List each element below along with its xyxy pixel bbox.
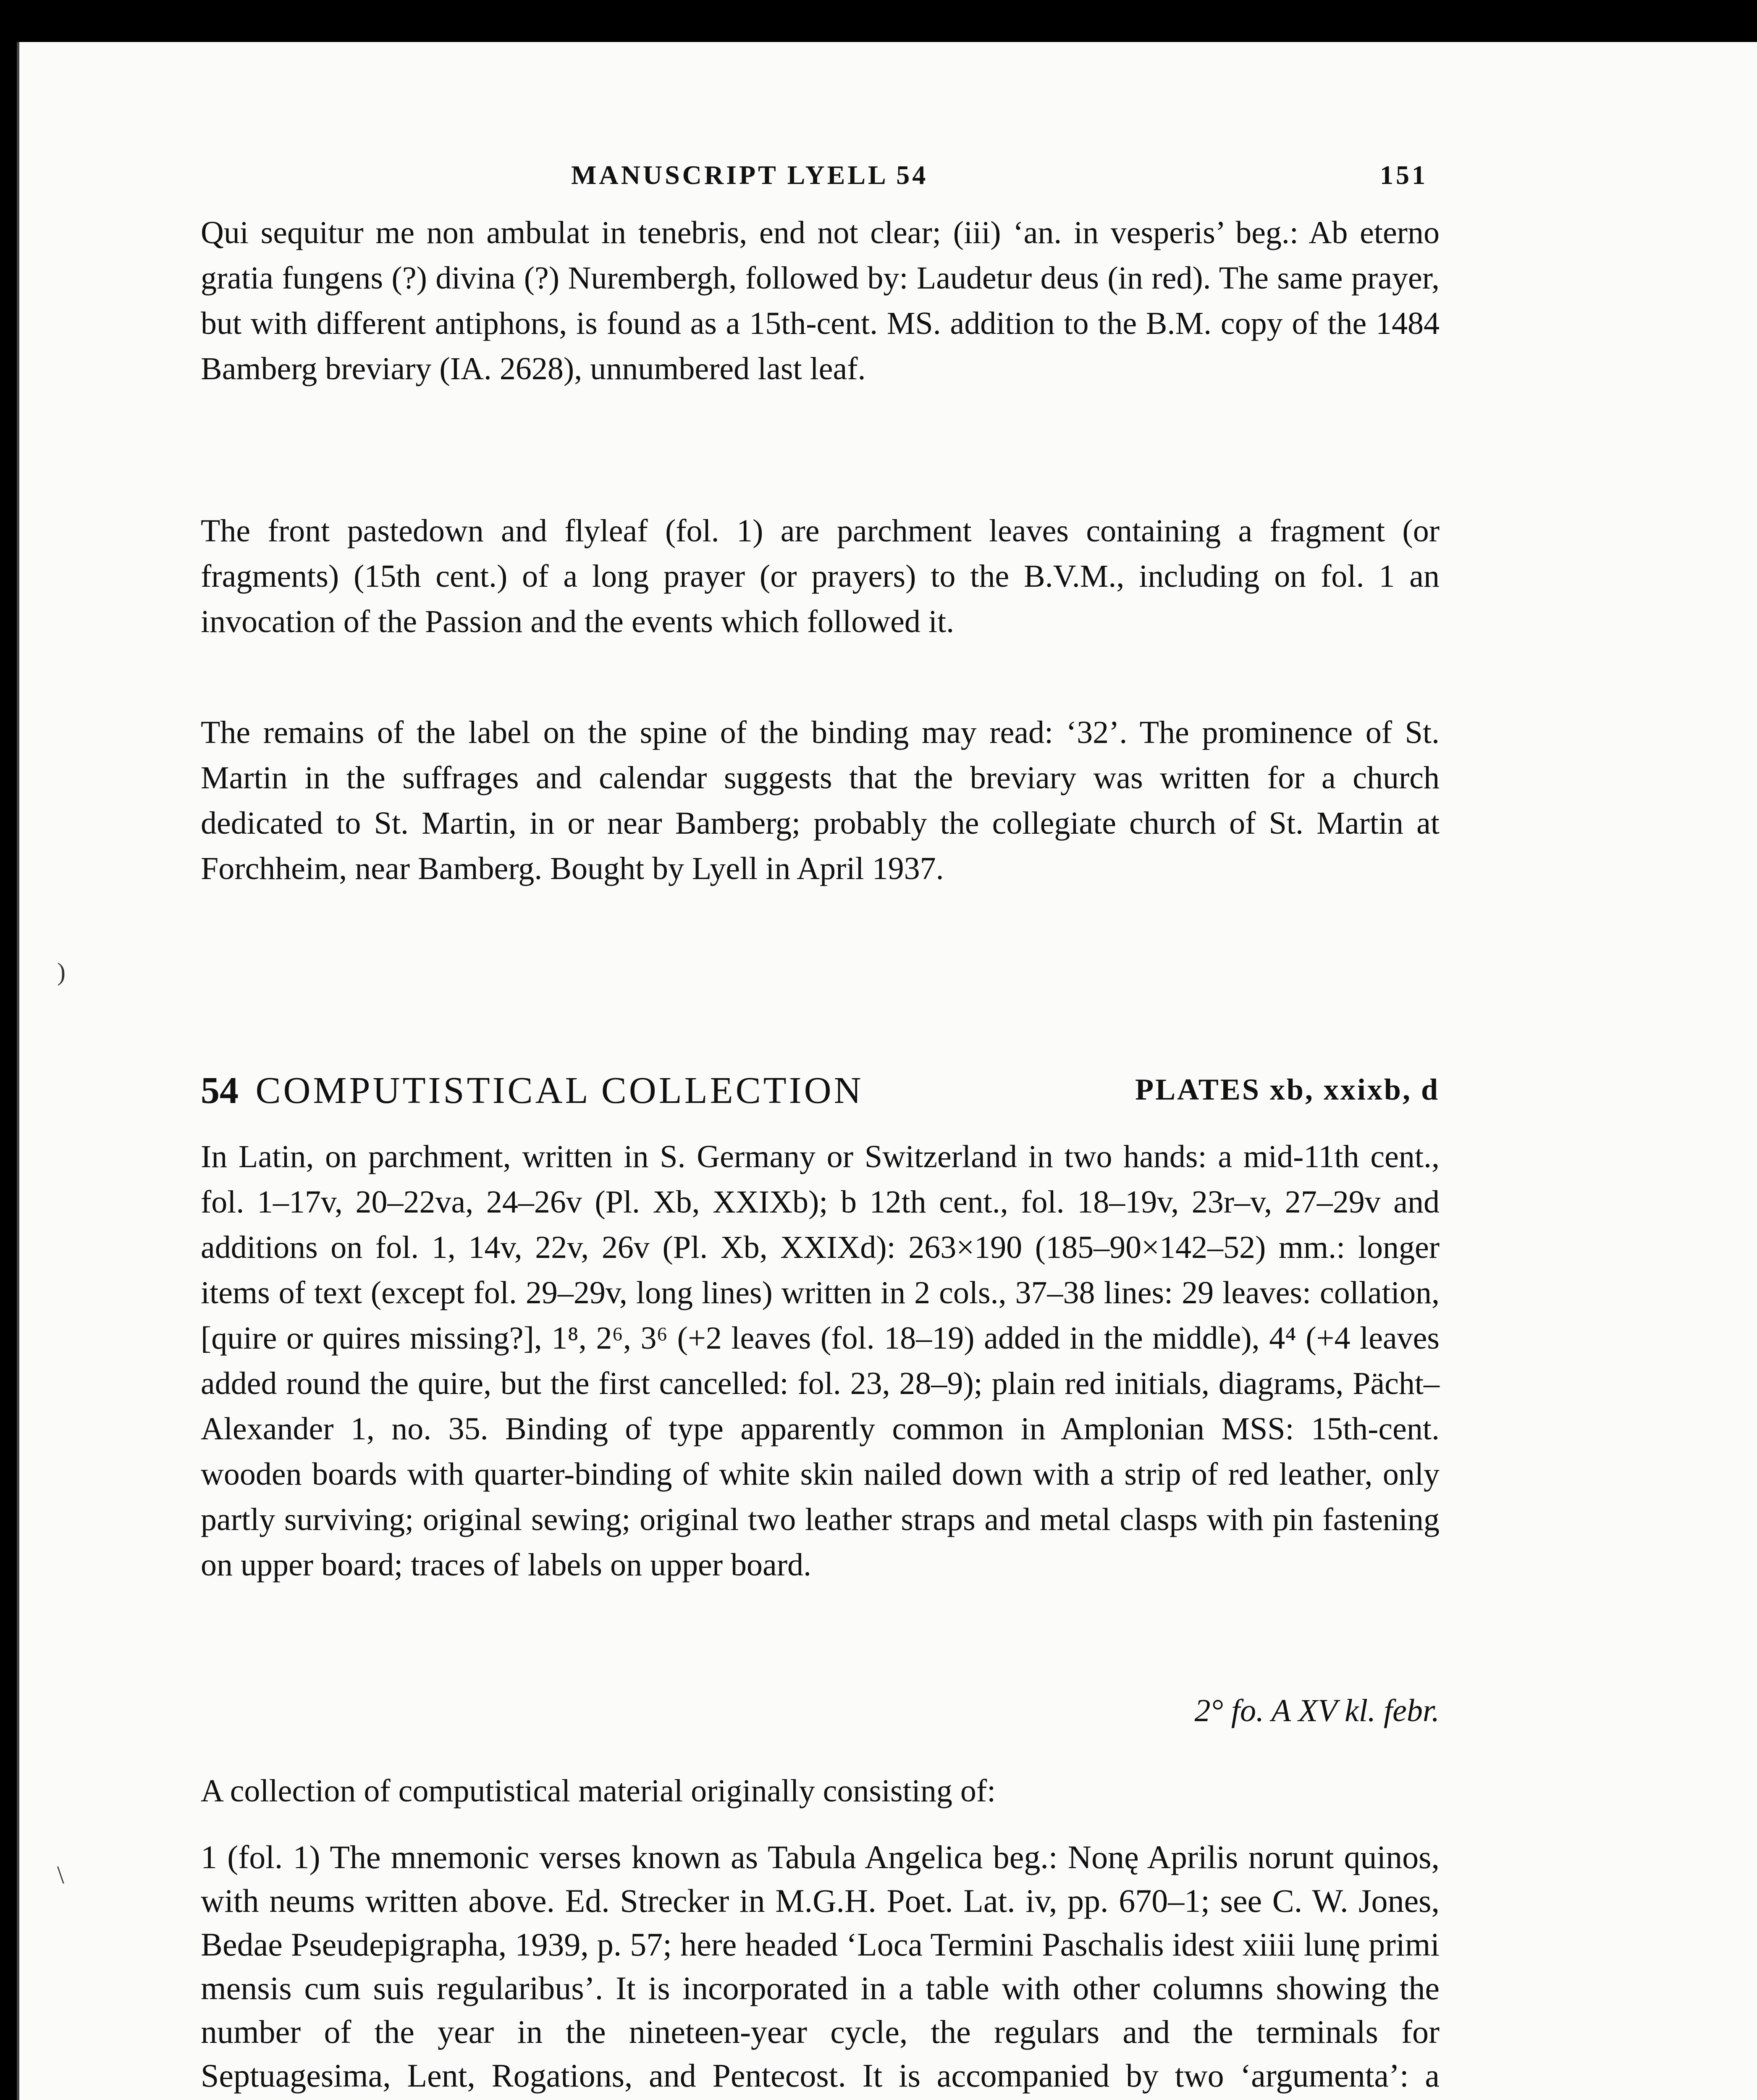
intro-paragraph [201,210,1440,391]
margin-mark: ) [57,958,66,986]
margin-mark: \ [57,1861,64,1889]
item-1-text: 1 (fol. 1) The mnemonic verses known as Tabula Angelica beg.: Nonę Aprilis norunt quinos, with neums written above. Ed. Strecker in M.G.H. Poet. Lat. iv, pp. 670–1; see C. W. Jones, Bedae Pseudepigrapha, 1939, p. 57; here headed ‘Loca Termini Paschalis idest xiiii lunę primi mensis cum suis regularibus’. It is incorporated in a table with other columns showing the number of the year in the nineteen-year cycle, the regulars and the terminals for Septuagesima, Lent, Rogations, and Pentecost. It is accompanied by two ‘argumenta’: a [201,1839,1440,2094]
description-paragraph [201,1134,1440,1588]
running-title: MANUSCRIPT LYELL 54 [571,160,928,190]
description-text: In Latin, on parchment, written in S. Germany or Switzerland in two hands: a mid-11th cent., fol. 1–17v, 20–22va, 24–26v (Pl. Xb, XXIXb); b 12th cent., fol. 18–19v, 23r–v, 27–29v and additions on fol. 1, 14v, 22v, 26v (Pl. Xb, XXIXd): 263×190 (185–90×142–52) mm.: longer items of text (except fol. 29–29v, long lines) written in 2 cols., 37–38 lines: 29 leaves: collation, [quire or quires missing?], 1⁸, 2⁶, 3⁶ (+2 leaves (fol. 18–19) added in the middle), 4⁴ (+4 leaves added round the quire, but the first cancelled: fol. 23, 28–9); plain red initials, diagrams, Pächt–Alexander 1, no. 35. Binding of type apparently common in Amplonian MSS: 15th-cent. wooden boards with quarter-binding of white skin nailed down with a strip of red leather, only partly surviving; original sewing; original two leather straps and metal clasps with pin fastening on upper board; traces of labels on upper board. [201,1139,1440,1583]
label-paragraph [201,710,1440,891]
item-1-paragraph [201,1835,1440,2100]
label-text: The remains of the label on the spine of the binding may read: ‘32’. The prominence of St. Martin in the suffrages and calendar suggests that the breviary was written for a church dedicated to St. Martin, in or near Bamberg; probably the collegiate church of St. Martin at Forchheim, near Bamberg. Bought by Lyell in April 1937. [201,715,1440,886]
section-heading [201,1069,1440,1112]
section-number: 54 [201,1070,239,1111]
collection-intro-text: A collection of computistical material originally consisting of: [201,1773,996,1809]
page-number: 151 [1380,160,1428,190]
collection-intro [201,1768,1440,1814]
second-folio: 2° fo. A XV kl. febr. [1194,1693,1440,1728]
plates-reference: PLATES xb, xxixb, d [1135,1073,1440,1106]
pastedown-paragraph [201,508,1440,644]
intro-text: Qui sequitur me non ambulat in tenebris, end not clear; (iii) ‘an. in vesperis’ beg.: Ab eterno gratia fungens (?) divina (?) Nurembergh, followed by: Laudetur deus (in red). The same prayer, but with different antiphons, is found as a 15th-cent. MS. addition to the B.M. copy of the 1484 Bamberg breviary (IA. 2628), unnumbered last leaf. [201,215,1440,386]
running-head [571,160,1428,191]
section-title: COMPUTISTICAL COLLECTION [255,1070,864,1111]
pastedown-text: The front pastedown and flyleaf (fol. 1) are parchment leaves containing a fragment (or fragments) (15th cent.) of a long prayer (or prayers) to the B.V.M., including on fol. 1 an invocation of the Passion and the events which followed it. [201,513,1440,639]
